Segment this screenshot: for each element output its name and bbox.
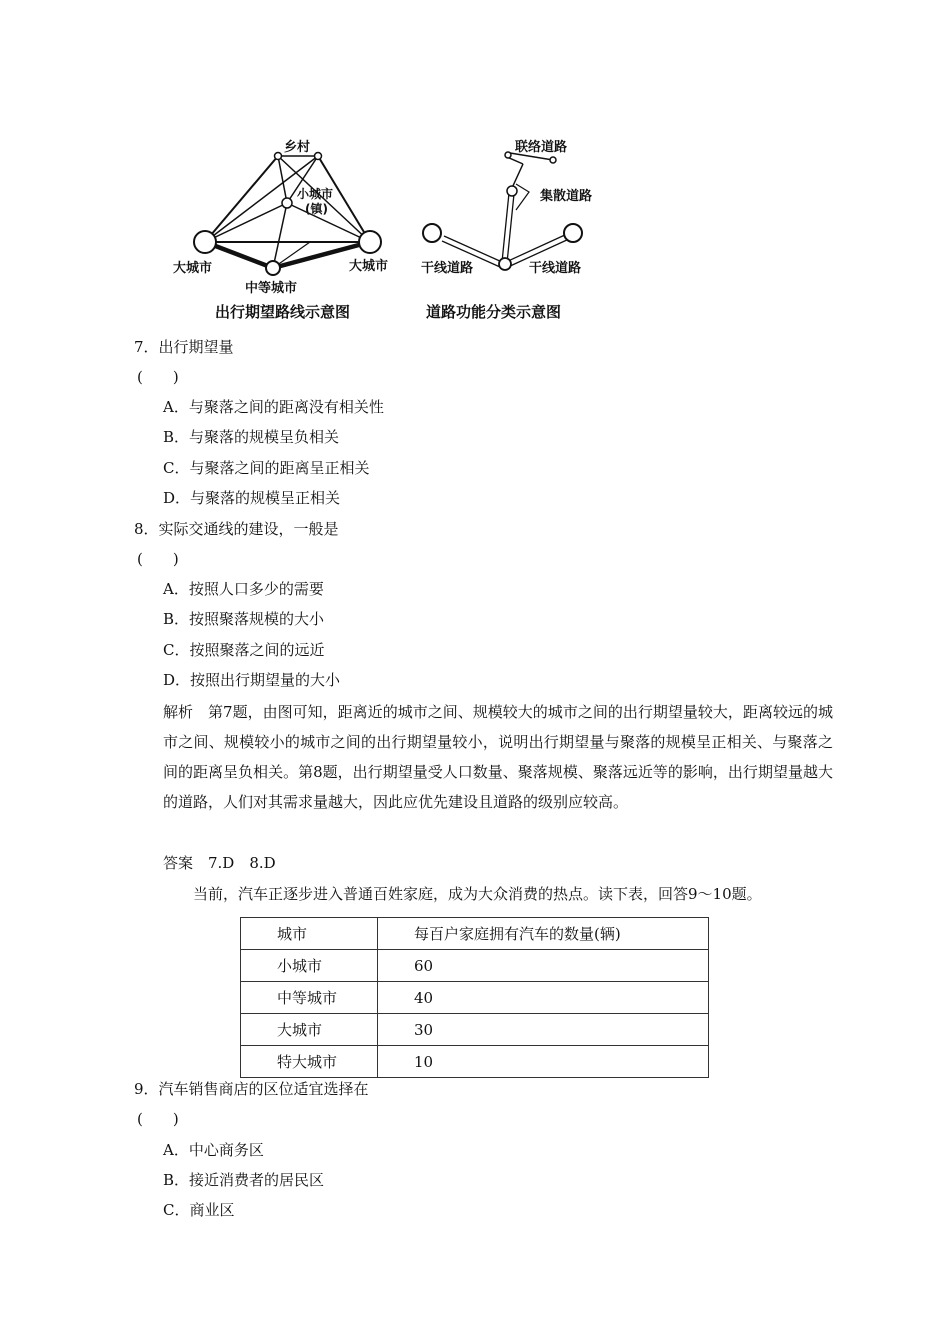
link-road-label: 联络道路 (515, 140, 568, 155)
intro-paragraph: 当前，汽车正逐步进入普通百姓家庭，成为大众消费的热点。读下表，回答9～10题。 (193, 885, 762, 903)
q8-option-b: B．按照聚落规模的大小 (163, 610, 325, 628)
road-classification-diagram (423, 152, 582, 270)
q8-option-c: C．按照聚落之间的远近 (163, 641, 325, 659)
q8-stem: 8．实际交通线的建设，一般是 (134, 520, 339, 538)
village-node-left (275, 153, 282, 160)
q8-bracket: ( ) (137, 550, 179, 568)
figure-area (160, 120, 620, 330)
q8-option-a: A．按照人口多少的需要 (163, 580, 324, 598)
q9-option-c: C．商业区 (163, 1201, 235, 1219)
table-cell: 10 (378, 1046, 709, 1078)
q9-bracket: ( ) (137, 1110, 179, 1128)
table-cell: 40 (378, 982, 709, 1014)
small-city-label: 小城市 (297, 187, 334, 201)
q7-option-c: C．与聚落之间的距离呈正相关 (163, 459, 370, 477)
collector-road-label: 集散道路 (540, 189, 593, 204)
table-header-cell: 城市 (241, 918, 378, 950)
table-cell: 大城市 (241, 1014, 378, 1046)
explanation-paragraph: 解析 第7题，由图可知，距离近的城市之间、规模较大的城市之间的出行期望量较大，距离较远的城市之间、规模较小的城市之间的出行期望量较小，说明出行期望量与聚落的规模呈正相关、与聚落之间的距离呈负相关。第8题，出行期望量受人口数量、聚落规模、聚落远近等的影响，出行期望量越大的道路，人们对其需求量越大，因此应优先建设且道路的级别应较高。 (163, 703, 833, 811)
car-ownership-table (240, 917, 709, 1078)
big-city-left-node (194, 231, 216, 253)
table-row (241, 1046, 709, 1078)
table-row (241, 1014, 709, 1046)
q9-option-a: A．中心商务区 (163, 1141, 264, 1159)
q7-stem: 7．出行期望量 (134, 338, 234, 356)
table-cell: 60 (378, 950, 709, 982)
trunk-road-right-label: 干线道路 (529, 261, 582, 276)
table-cell: 中等城市 (241, 982, 378, 1014)
big-city-right-label: 大城市 (349, 259, 389, 274)
answer-line: 答案 7.D 8.D (163, 854, 276, 872)
medium-city-label: 中等城市 (245, 281, 298, 296)
small-city-node (282, 198, 292, 208)
medium-city-node (266, 261, 280, 275)
trunk-road-left-label: 干线道路 (421, 261, 474, 276)
table-row (241, 982, 709, 1014)
village-label: 乡村 (284, 140, 311, 155)
figure2-caption: 道路功能分类示意图 (426, 303, 562, 321)
table-row (241, 950, 709, 982)
q7-option-d: D．与聚落的规模呈正相关 (163, 489, 341, 507)
table-cell: 小城市 (241, 950, 378, 982)
q7-option-b: B．与聚落的规模呈负相关 (163, 428, 340, 446)
big-city-right-node (359, 231, 381, 253)
q9-stem: 9．汽车销售商店的区位适宜选择在 (134, 1080, 369, 1098)
big-city-left-label: 大城市 (173, 261, 213, 276)
q8-option-d: D．按照出行期望量的大小 (163, 671, 341, 689)
figure1-caption: 出行期望路线示意图 (215, 303, 351, 321)
table-header-row (241, 918, 709, 950)
table-header-cell: 每百户家庭拥有汽车的数量(辆) (378, 918, 709, 950)
village-node-right (315, 153, 322, 160)
q9-option-b: B．接近消费者的居民区 (163, 1171, 325, 1189)
q7-bracket: ( ) (137, 368, 179, 386)
small-city-town-label: (镇) (305, 202, 328, 216)
table-cell: 30 (378, 1014, 709, 1046)
table-cell: 特大城市 (241, 1046, 378, 1078)
q7-option-a: A．与聚落之间的距离没有相关性 (163, 398, 384, 416)
